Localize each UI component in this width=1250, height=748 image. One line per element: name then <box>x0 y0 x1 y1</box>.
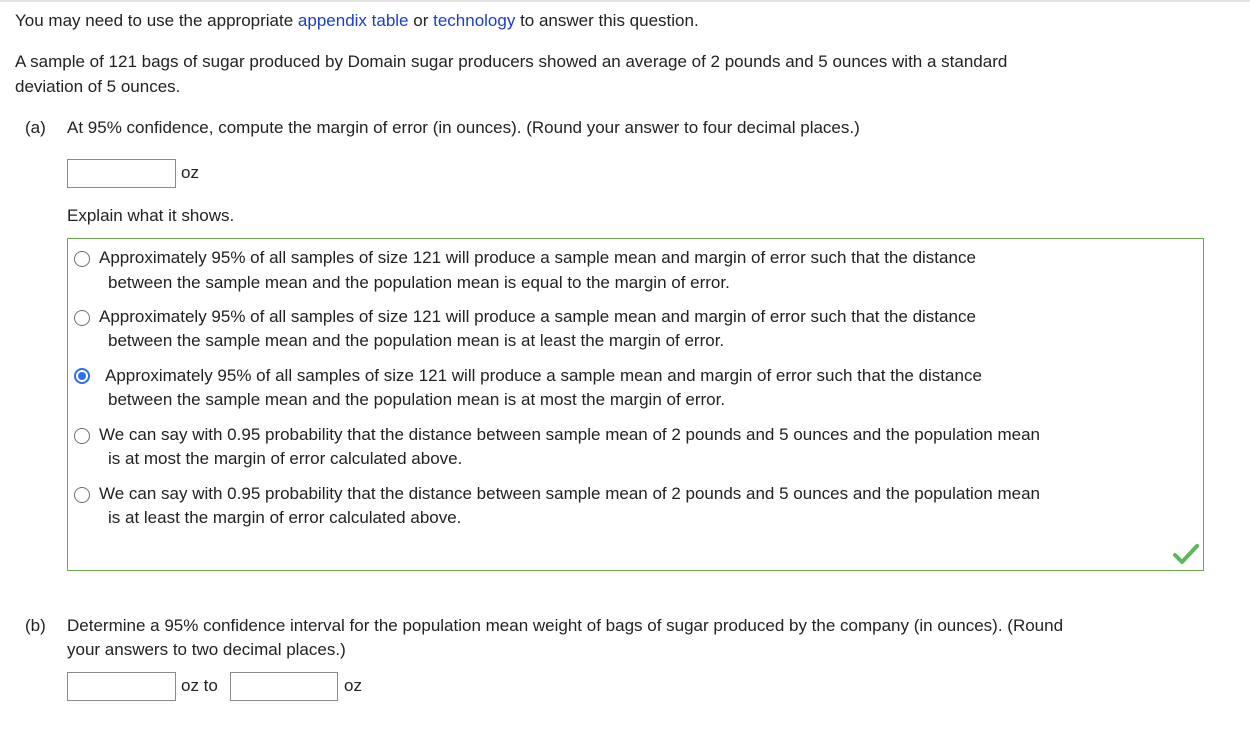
problem-text-line1: A sample of 121 bags of sugar produced by Domain sugar producers showed an average of 2 pounds and 5 ounces with a standard <box>15 52 1008 71</box>
choice-3-radio-selected[interactable] <box>74 368 90 384</box>
margin-of-error-input[interactable] <box>67 159 176 188</box>
explain-prompt: Explain what it shows. <box>67 206 235 225</box>
choice-3-text-line1[interactable]: Approximately 95% of all samples of size 121 will produce a sample mean and margin of error such that the distance <box>105 366 982 385</box>
choice-4-radio[interactable] <box>74 428 90 444</box>
part-a-label: (a) <box>25 118 46 137</box>
instructions-middle: or <box>413 11 429 30</box>
problem-text-line2: deviation of 5 ounces. <box>15 77 181 96</box>
choice-2-text-line2[interactable]: between the sample mean and the population mean is at least the margin of error. <box>108 331 725 350</box>
ci-upper-input[interactable] <box>230 672 338 701</box>
choice-1-text-line1[interactable]: Approximately 95% of all samples of size 121 will produce a sample mean and margin of error such that the distance <box>99 248 976 267</box>
choice-1-text-line2[interactable]: between the sample mean and the population mean is equal to the margin of error. <box>108 273 730 292</box>
instructions <box>15 9 699 33</box>
part-b-question-line2: your answers to two decimal places.) <box>67 640 346 659</box>
part-b-label: (b) <box>25 616 46 635</box>
ci-lower-unit: oz to <box>181 676 218 695</box>
margin-of-error-unit: oz <box>181 163 199 182</box>
technology-link[interactable]: technology <box>433 11 516 30</box>
choice-4-text-line2[interactable]: is at most the margin of error calculated above. <box>108 449 463 468</box>
instructions-suffix: to answer this question. <box>520 11 699 30</box>
appendix-table-link[interactable]: appendix table <box>297 11 409 30</box>
choice-1-radio[interactable] <box>74 251 90 267</box>
check-icon <box>1173 543 1199 565</box>
ci-upper-unit: oz <box>344 676 362 695</box>
choice-2-text-line1[interactable]: Approximately 95% of all samples of size 121 will produce a sample mean and margin of error such that the distance <box>99 307 976 326</box>
choice-4-text-line1[interactable]: We can say with 0.95 probability that the distance between sample mean of 2 pounds and 5 ounces and the population mean <box>99 425 1040 444</box>
instructions-prefix: You may need to use the appropriate <box>15 11 294 30</box>
top-divider <box>0 0 1250 2</box>
choice-5-text-line1[interactable]: We can say with 0.95 probability that the distance between sample mean of 2 pounds and 5 ounces and the population mean <box>99 484 1040 503</box>
part-b-question-line1: Determine a 95% confidence interval for the population mean weight of bags of sugar produced by the company (in ounces). (Round <box>67 616 1064 635</box>
choice-2-radio[interactable] <box>74 310 90 326</box>
ci-lower-input[interactable] <box>67 672 176 701</box>
choice-5-radio[interactable] <box>74 487 90 503</box>
choice-5-text-line2[interactable]: is at least the margin of error calculated above. <box>108 508 462 527</box>
part-a-question: At 95% confidence, compute the margin of error (in ounces). (Round your answer to four decimal places.) <box>67 118 860 137</box>
choice-3-text-line2[interactable]: between the sample mean and the population mean is at most the margin of error. <box>108 390 726 409</box>
